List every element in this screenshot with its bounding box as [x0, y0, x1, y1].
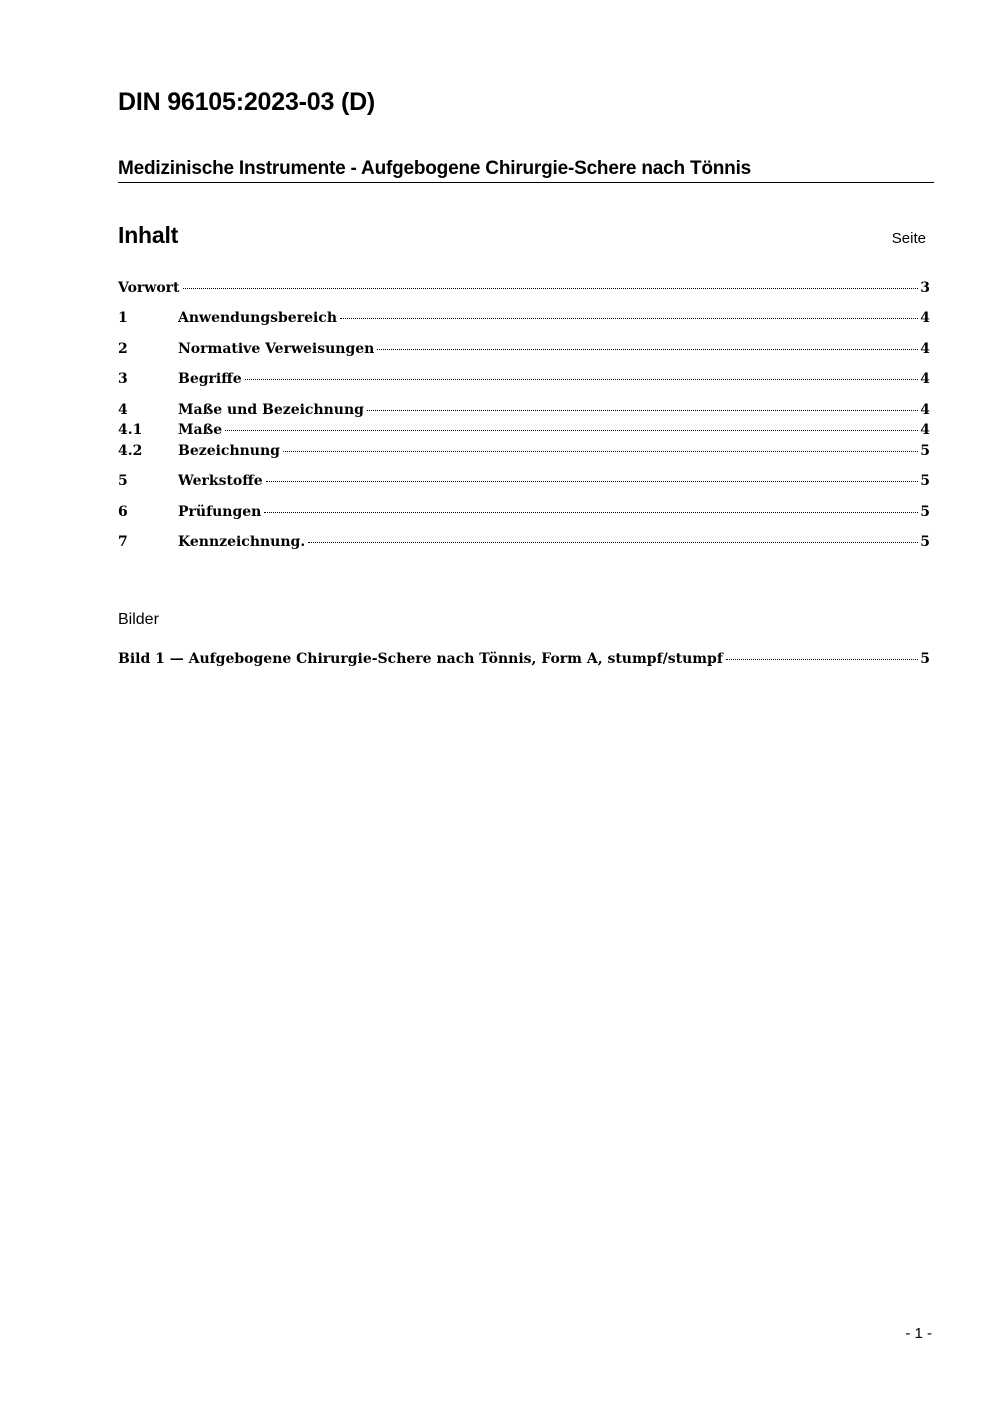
toc-entry-6[interactable] [118, 504, 930, 524]
toc-entry-4[interactable] [118, 402, 930, 422]
toc-entry-number: 2 [118, 341, 128, 357]
toc-entry-number: 4.1 [118, 422, 143, 438]
toc-entry-number: 6 [118, 504, 128, 520]
toc-entry-title: Prüfungen [178, 504, 262, 520]
toc-entry-4-2[interactable] [118, 443, 930, 463]
toc-entry-page: 5 [920, 473, 930, 489]
toc-entry-page: 4 [920, 422, 930, 438]
toc-entry-title: Normative Verweisungen [178, 341, 375, 357]
toc-leader [266, 481, 919, 482]
toc-page-column-label: Seite [891, 230, 926, 247]
toc-entry-page: 4 [920, 341, 930, 357]
toc-entry-title: Maße [178, 422, 223, 438]
figure-entry-page: 5 [920, 651, 930, 667]
toc-entry-title: Anwendungsbereich [178, 310, 337, 326]
toc-entry-number: 3 [118, 371, 128, 387]
toc-entry-number: 1 [118, 310, 128, 326]
toc-entry-page: 4 [920, 310, 930, 326]
toc-entry-page: 4 [920, 402, 930, 418]
toc-entry-title: Vorwort [118, 280, 180, 296]
figure-entry-1[interactable] [118, 651, 930, 671]
toc-leader [726, 659, 918, 660]
toc-entry-title: Kennzeichnung. [178, 534, 306, 550]
toc-leader [340, 318, 918, 319]
toc-entry-page: 4 [920, 371, 930, 387]
toc-entry-title: Maße und Bezeichnung [178, 402, 364, 418]
figures-heading: Bilder [118, 611, 159, 628]
toc-entry-number: 4 [118, 402, 128, 418]
toc-entry-title: Begriffe [178, 371, 242, 387]
toc-entry-5[interactable] [118, 473, 930, 493]
document-subtitle: Medizinische Instrumente - Aufgebogene Chirurgie-Schere nach Tönnis [118, 158, 934, 183]
toc-leader [245, 379, 919, 380]
toc-entry-page: 5 [920, 534, 930, 550]
toc-entry-number: 7 [118, 534, 128, 550]
toc-entry-2[interactable] [118, 341, 930, 361]
toc-leader [377, 349, 918, 350]
page-number: - 1 - [905, 1325, 932, 1342]
toc-entry-vorwort[interactable] [118, 280, 930, 300]
toc-heading: Inhalt [118, 222, 179, 248]
toc-entry-4-1[interactable] [118, 422, 930, 442]
toc-leader [283, 451, 918, 452]
figure-entry-title: Bild 1 — Aufgebogene Chirurgie-Schere nach Tönnis, Form A, stumpf/stumpf [118, 651, 723, 667]
toc-leader [308, 542, 918, 543]
toc-entry-title: Bezeichnung [178, 443, 280, 459]
toc-entry-title: Werkstoffe [178, 473, 263, 489]
toc-entry-7[interactable] [118, 534, 930, 554]
toc-entry-1[interactable] [118, 310, 930, 330]
toc-leader [225, 430, 918, 431]
document-id: DIN 96105:2023-03 (D) [118, 88, 376, 116]
toc-entry-page: 5 [920, 504, 930, 520]
toc-entry-number: 5 [118, 473, 128, 489]
toc-entry-page: 3 [920, 280, 930, 296]
toc-entry-3[interactable] [118, 371, 930, 391]
toc-entry-number: 4.2 [118, 443, 143, 459]
toc-leader [183, 288, 919, 289]
toc-leader [264, 512, 918, 513]
toc-entry-page: 5 [920, 443, 930, 459]
toc-leader [367, 410, 918, 411]
